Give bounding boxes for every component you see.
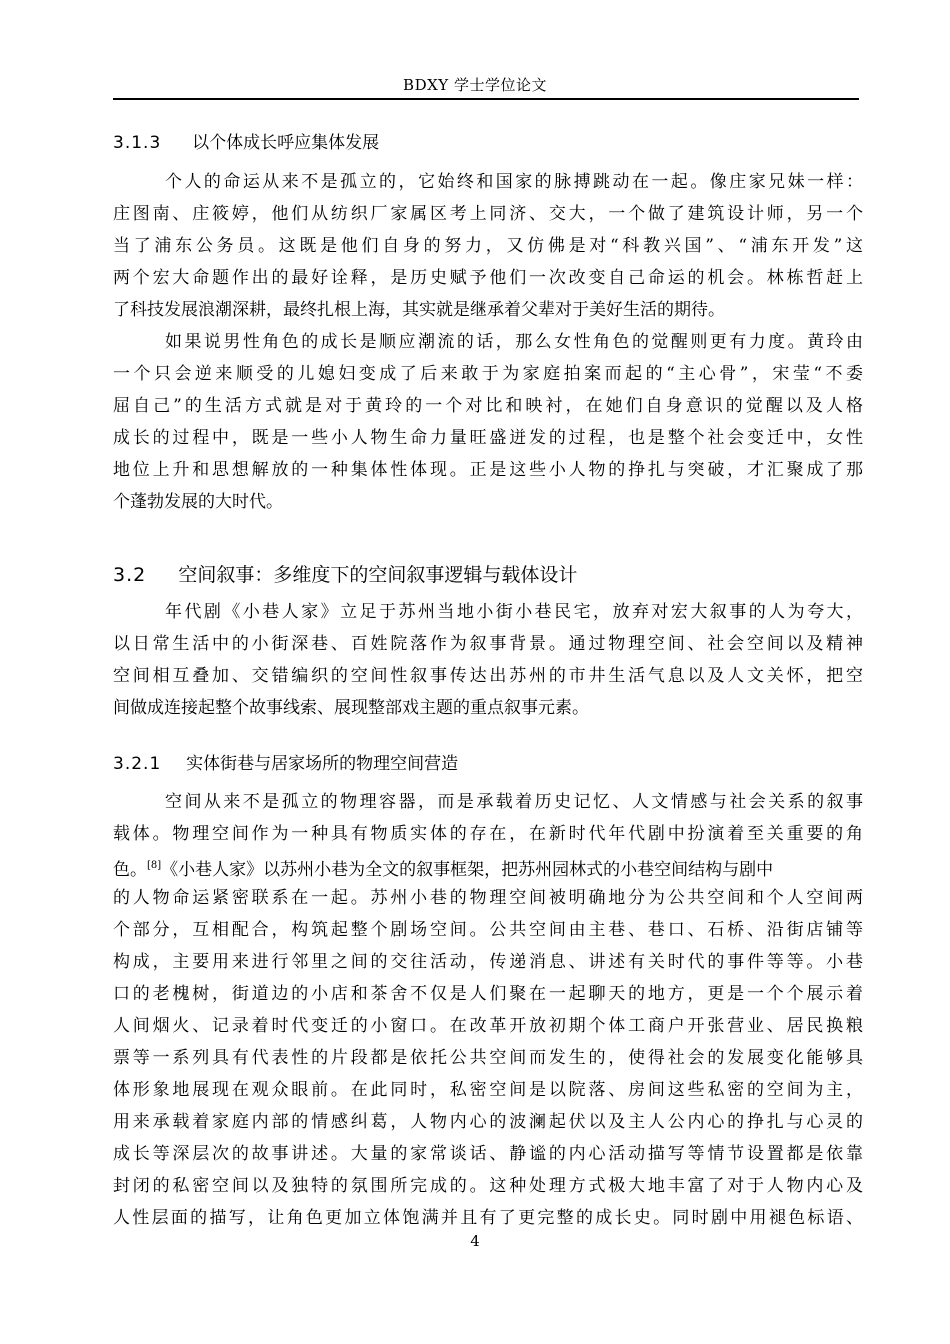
paragraph-line: 年代剧《小巷人家》立足于苏州当地小街小巷民宅，放弃对宏大叙事的人为夸大， bbox=[165, 602, 863, 622]
paragraph-line: 票等一系列具有代表性的片段都是依托公共空间而发生的，使得社会的发展变化能够具 bbox=[113, 1048, 863, 1068]
section-number: 3.2 bbox=[113, 564, 147, 586]
paragraph-line: 间做成连接起整个故事线索、展现整部戏主题的重点叙事元素。 bbox=[113, 698, 589, 718]
paragraph-line: 空间从来不是孤立的物理容器，而是承载着历史记忆、人文情感与社会关系的叙事 bbox=[165, 792, 863, 812]
paragraph-line: 体形象地展现在观众眼前。在此同时，私密空间是以院落、房间这些私密的空间为主， bbox=[113, 1080, 863, 1100]
paragraph-line: 个部分，互相配合，构筑起整个剧场空间。公共空间由主巷、巷口、石桥、沿街店铺等 bbox=[113, 920, 863, 940]
section-heading-3-1-3 bbox=[113, 128, 379, 153]
paragraph-line: 成长的过程中，既是一些小人物生命力量旺盛迸发的过程，也是整个社会变迁中，女性 bbox=[113, 428, 863, 448]
paragraph-line: 以日常生活中的小街深巷、百姓院落作为叙事背景。通过物理空间、社会空间以及精神 bbox=[113, 634, 863, 654]
paragraph-line: 的人物命运紧密联系在一起。苏州小巷的物理空间被明确地分为公共空间和个人空间两 bbox=[113, 888, 863, 908]
paragraph-line: 空间相互叠加、交错编织的空间性叙事传达出苏州的市井生活气息以及人文关怀，把空 bbox=[113, 666, 863, 686]
paragraph-line: 了科技发展浪潮深耕，最终扎根上海，其实就是继承着父辈对于美好生活的期待。 bbox=[113, 300, 725, 320]
paragraph-line: 庄图南、庄筱婷，他们从纺织厂家属区考上同济、交大，一个做了建筑设计师，另一个 bbox=[113, 204, 863, 224]
paragraph-1 bbox=[113, 166, 863, 326]
section-number: 3.2.1 bbox=[113, 754, 162, 774]
paragraph-line bbox=[113, 850, 863, 882]
paragraph-line: 一个只会逆来顺受的儿媳妇变成了后来敢于为家庭拍案而起的“主心骨”，宋莹“不委 bbox=[113, 364, 863, 384]
section-title: 空间叙事：多维度下的空间叙事逻辑与载体设计 bbox=[178, 564, 578, 586]
section-number: 3.1.3 bbox=[113, 133, 162, 153]
paragraph-line: 口的老槐树，街道边的小店和茶舍不仅是人们聚在一起聊天的地方，更是一个个展示着 bbox=[113, 984, 863, 1004]
section-heading-3-2 bbox=[113, 560, 577, 587]
paragraph-line: 人性层面的描写，让角色更加立体饱满并且有了更完整的成长史。同时剧中用褪色标语、 bbox=[113, 1208, 863, 1228]
paragraph-2 bbox=[113, 326, 863, 518]
paragraph-line: 两个宏大命题作出的最好诠释，是历史赋予他们一次改变自己命运的机会。林栋哲赶上 bbox=[113, 268, 863, 288]
paragraph-line: 个蓬勃发展的大时代。 bbox=[113, 492, 283, 512]
section-heading-3-2-1 bbox=[113, 749, 458, 774]
paragraph-line: 构成，主要用来进行邻里之间的交往活动，传递消息、讲述有关时代的事件等等。小巷 bbox=[113, 952, 863, 972]
paragraph-line: 载体。物理空间作为一种具有物质实体的存在，在新时代年代剧中扮演着至关重要的角 bbox=[113, 824, 863, 844]
section-title: 以个体成长呼应集体发展 bbox=[192, 133, 380, 153]
running-header: BDXY 学士学位论文 bbox=[403, 76, 547, 94]
text-run: 色。 bbox=[113, 860, 147, 880]
paragraph-line: 个人的命运从来不是孤立的，它始终和国家的脉搏跳动在一起。像庄家兄妹一样： bbox=[165, 172, 863, 192]
paragraph-line: 当了浦东公务员。这既是他们自身的努力，又仿佛是对“科教兴国”、“浦东开发”这 bbox=[113, 236, 863, 256]
paragraph-3 bbox=[113, 596, 863, 724]
paragraph-line: 地位上升和思想解放的一种集体性体现。正是这些小人物的挣扎与突破，才汇聚成了那 bbox=[113, 460, 863, 480]
paragraph-line: 人间烟火、记录着时代变迁的小窗口。在改革开放初期个体工商户开张营业、居民换粮 bbox=[113, 1016, 863, 1036]
paragraph-4 bbox=[113, 786, 863, 1234]
paragraph-line: 用来承载着家庭内部的情感纠葛，人物内心的波澜起伏以及主人公内心的挣扎与心灵的 bbox=[113, 1112, 863, 1132]
paragraph-line: 封闭的私密空间以及独特的氛围所完成的。这种处理方式极大地丰富了对于人物内心及 bbox=[113, 1176, 863, 1196]
citation-ref[interactable]: [8] bbox=[147, 860, 162, 871]
paragraph-line: 成长等深层次的故事讲述。大量的家常谈话、静谧的内心活动描写等情节设置都是依靠 bbox=[113, 1144, 863, 1164]
paragraph-line: 屈自己”的生活方式就是对于黄玲的一个对比和映衬，在她们自身意识的觉醒以及人格 bbox=[113, 396, 863, 416]
paragraph-line: 如果说男性角色的成长是顺应潮流的话，那么女性角色的觉醒则更有力度。黄玲由 bbox=[165, 332, 863, 352]
section-title: 实体街巷与居家场所的物理空间营造 bbox=[186, 754, 459, 774]
text-run: 《小巷人家》以苏州小巷为全文的叙事框架，把苏州园林式的小巷空间结构与剧中 bbox=[161, 860, 774, 880]
page-number: 4 bbox=[470, 1232, 480, 1250]
header-rule bbox=[113, 98, 859, 100]
